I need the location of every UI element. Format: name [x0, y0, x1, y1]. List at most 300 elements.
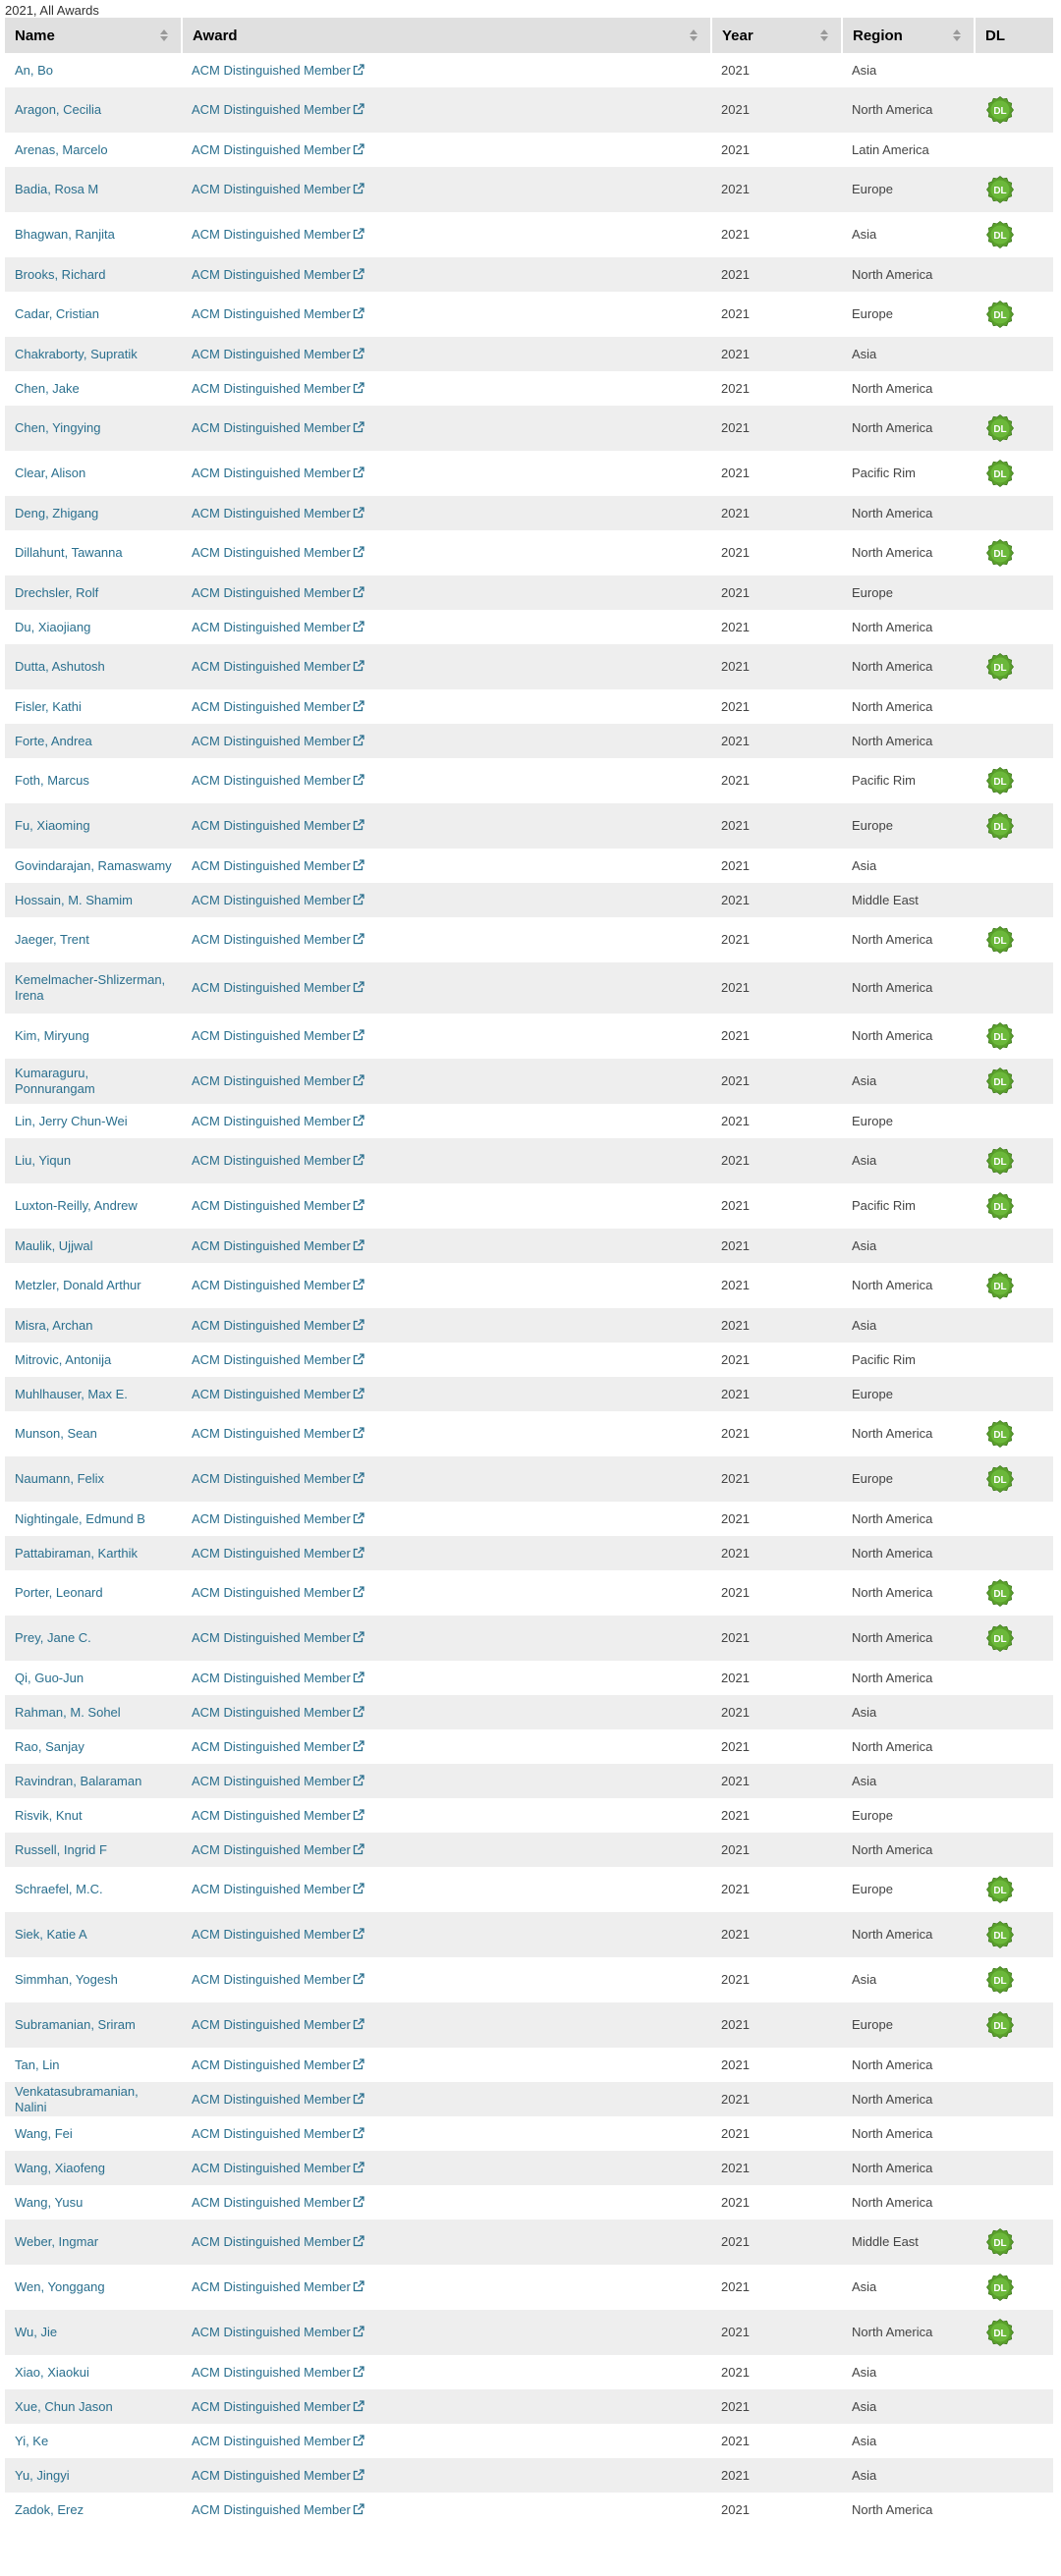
- name-cell: [5, 2048, 182, 2082]
- award-link[interactable]: [192, 1585, 364, 1600]
- external-link-icon: [353, 700, 364, 712]
- name-cell: [5, 917, 182, 962]
- year-cell: 2021: [721, 2433, 750, 2448]
- column-header-dl-label: DL: [985, 27, 1005, 44]
- award-link[interactable]: [192, 182, 364, 196]
- dl-badge-icon[interactable]: [986, 2319, 1014, 2346]
- dl-cell: [975, 1616, 1053, 1661]
- award-link[interactable]: [192, 932, 364, 947]
- name-cell: [5, 2458, 182, 2493]
- member-name-link[interactable]: Prey, Jane C.: [15, 1630, 91, 1645]
- award-cell: [182, 1343, 711, 1377]
- award-link-label: ACM Distinguished Member: [192, 420, 351, 435]
- member-name-link[interactable]: Bhagwan, Ranjita: [15, 227, 115, 242]
- award-link[interactable]: [192, 893, 364, 907]
- dl-badge-icon[interactable]: [986, 221, 1014, 248]
- award-cell: [182, 2389, 711, 2424]
- award-cell: [182, 2116, 711, 2151]
- member-name-link[interactable]: Rahman, M. Sohel: [15, 1704, 121, 1720]
- name-cell: [5, 1456, 182, 1502]
- dl-badge-icon[interactable]: [986, 460, 1014, 487]
- award-link[interactable]: [192, 659, 364, 674]
- member-name-link[interactable]: Kim, Miryung: [15, 1028, 89, 1043]
- dl-badge-icon[interactable]: [986, 1579, 1014, 1607]
- award-link-label: ACM Distinguished Member: [192, 733, 351, 748]
- member-name-link[interactable]: Maulik, Ujjwal: [15, 1237, 93, 1253]
- external-link-icon: [353, 1883, 364, 1894]
- award-link[interactable]: [192, 2161, 364, 2175]
- column-header-year-label: Year: [722, 27, 754, 44]
- year-cell: 2021: [721, 2091, 750, 2107]
- dl-cell: [975, 1308, 1053, 1343]
- dl-badge-icon[interactable]: [986, 1147, 1014, 1175]
- award-link[interactable]: [192, 1546, 364, 1561]
- member-name-link[interactable]: Simmhan, Yogesh: [15, 1972, 118, 1987]
- award-link-label: ACM Distinguished Member: [192, 2091, 351, 2107]
- award-link[interactable]: [192, 1387, 364, 1401]
- member-name-link[interactable]: Misra, Archan: [15, 1317, 93, 1333]
- region-cell: North America: [852, 980, 933, 995]
- member-name-link[interactable]: Munson, Sean: [15, 1426, 97, 1441]
- name-cell: [5, 1957, 182, 2002]
- member-name-link[interactable]: Qi, Guo-Jun: [15, 1670, 84, 1685]
- dl-badge-icon[interactable]: [986, 1921, 1014, 1948]
- award-link[interactable]: [192, 2325, 364, 2339]
- region-cell: Europe: [852, 584, 893, 600]
- member-name-link[interactable]: Schraefel, M.C.: [15, 1882, 103, 1896]
- award-link[interactable]: [192, 699, 364, 714]
- member-name-link[interactable]: Xiao, Xiaokui: [15, 2364, 89, 2380]
- member-name-link[interactable]: Hossain, M. Shamim: [15, 892, 133, 907]
- dl-cell: [975, 1104, 1053, 1138]
- award-link[interactable]: [192, 420, 364, 435]
- member-name-link[interactable]: Cadar, Cristian: [15, 306, 99, 321]
- year-cell: 2021: [721, 1704, 750, 1720]
- name-cell: [5, 2220, 182, 2265]
- table-row: [5, 1833, 1053, 1867]
- name-cell: [5, 212, 182, 257]
- external-link-icon: [353, 1512, 364, 1524]
- dl-badge-icon[interactable]: [986, 767, 1014, 795]
- award-link[interactable]: [192, 585, 364, 600]
- year-cell: 2021: [721, 1278, 750, 1292]
- region-cell: North America: [852, 733, 933, 748]
- member-name-link[interactable]: Forte, Andrea: [15, 733, 92, 748]
- external-link-icon: [353, 1115, 364, 1126]
- name-cell: [5, 1263, 182, 1308]
- award-link[interactable]: [192, 102, 364, 117]
- award-link[interactable]: [192, 1774, 364, 1788]
- column-header-region[interactable]: [842, 18, 975, 53]
- award-link[interactable]: [192, 347, 364, 361]
- year-cell: 2021: [721, 1670, 750, 1685]
- award-link[interactable]: [192, 734, 364, 748]
- external-link-icon: [353, 1319, 364, 1331]
- award-link-label: ACM Distinguished Member: [192, 1510, 351, 1526]
- column-header-name-label: Name: [15, 27, 55, 44]
- award-link[interactable]: [192, 1739, 364, 1754]
- member-name-link[interactable]: Russell, Ingrid F: [15, 1841, 107, 1857]
- year-cell: 2021: [721, 773, 750, 788]
- award-link-label: ACM Distinguished Member: [192, 1841, 351, 1857]
- table-row: [5, 1570, 1053, 1616]
- member-name-link[interactable]: Muhlhauser, Max E.: [15, 1386, 128, 1401]
- year-cell: 2021: [721, 1317, 750, 1333]
- name-cell: [5, 849, 182, 883]
- dl-badge-icon[interactable]: [986, 926, 1014, 954]
- award-link[interactable]: [192, 2279, 364, 2294]
- external-link-icon: [353, 466, 364, 478]
- award-cell: [182, 167, 711, 212]
- table-row: [5, 2310, 1053, 2355]
- member-name-link[interactable]: Arenas, Marcelo: [15, 141, 108, 157]
- award-link[interactable]: [192, 980, 364, 995]
- award-link[interactable]: [192, 142, 364, 157]
- award-link[interactable]: [192, 506, 364, 521]
- award-link-label: ACM Distinguished Member: [192, 584, 351, 600]
- name-cell: [5, 2151, 182, 2185]
- table-row: [5, 1867, 1053, 1912]
- dl-badge-icon[interactable]: [986, 539, 1014, 567]
- name-cell: [5, 167, 182, 212]
- name-cell: [5, 133, 182, 167]
- table-row: [5, 724, 1053, 758]
- award-link[interactable]: [192, 1471, 364, 1486]
- award-link[interactable]: [192, 2234, 364, 2249]
- region-cell: North America: [852, 1630, 933, 1645]
- member-name-link[interactable]: Wang, Yusu: [15, 2194, 84, 2210]
- name-cell: [5, 1798, 182, 1833]
- year-cell: 2021: [721, 102, 750, 117]
- award-cell: [182, 1867, 711, 1912]
- member-name-link[interactable]: Wang, Fei: [15, 2125, 73, 2141]
- award-link-label: ACM Distinguished Member: [192, 141, 351, 157]
- award-cell: [182, 689, 711, 724]
- dl-cell: [975, 292, 1053, 337]
- award-link-label: ACM Distinguished Member: [192, 2279, 351, 2294]
- region-cell: Europe: [852, 818, 893, 833]
- column-header-year[interactable]: [711, 18, 842, 53]
- award-link[interactable]: [192, 227, 364, 242]
- external-link-icon: [353, 1928, 364, 1940]
- region-cell: North America: [852, 1841, 933, 1857]
- award-link[interactable]: [192, 466, 364, 480]
- award-cell: [182, 2082, 711, 2116]
- member-name-link[interactable]: Brooks, Richard: [15, 266, 106, 282]
- member-name-link[interactable]: Weber, Ingmar: [15, 2234, 99, 2249]
- dl-cell: [975, 1536, 1053, 1570]
- name-cell: [5, 2424, 182, 2458]
- award-link[interactable]: [192, 773, 364, 788]
- award-link[interactable]: [192, 2057, 364, 2072]
- award-link-label: ACM Distinguished Member: [192, 380, 351, 396]
- award-link[interactable]: [192, 2092, 364, 2107]
- award-cell: [182, 1695, 711, 1729]
- dl-badge-label: DL: [993, 1634, 1007, 1645]
- dl-badge-icon[interactable]: [986, 176, 1014, 203]
- table-row: [5, 883, 1053, 917]
- dl-cell: [975, 803, 1053, 849]
- table-row: [5, 2116, 1053, 2151]
- member-name-link[interactable]: Chakraborty, Supratik: [15, 346, 138, 361]
- award-link[interactable]: [192, 2195, 364, 2210]
- dl-badge-icon[interactable]: [986, 1876, 1014, 1903]
- award-link[interactable]: [192, 267, 364, 282]
- award-cell: [182, 2048, 711, 2082]
- region-cell: North America: [852, 698, 933, 714]
- member-name-link[interactable]: Kemelmacher-Shlizerman, Irena: [15, 972, 166, 1003]
- award-link[interactable]: [192, 1630, 364, 1645]
- dl-badge-icon[interactable]: [986, 2228, 1014, 2256]
- region-cell: Asia: [852, 2398, 877, 2414]
- award-link[interactable]: [192, 1153, 364, 1168]
- award-link[interactable]: [192, 306, 364, 321]
- table-row: [5, 1695, 1053, 1729]
- dl-cell: [975, 2493, 1053, 2527]
- year-cell: 2021: [721, 505, 750, 521]
- award-link[interactable]: [192, 1318, 364, 1333]
- award-link[interactable]: [192, 2017, 364, 2032]
- member-name-link[interactable]: Venkatasubramanian, Nalini: [15, 2083, 139, 2114]
- external-link-icon: [353, 2366, 364, 2378]
- award-link[interactable]: [192, 1426, 364, 1441]
- name-cell: [5, 1616, 182, 1661]
- dl-badge-label: DL: [993, 1589, 1007, 1600]
- award-link[interactable]: [192, 1511, 364, 1526]
- member-name-link[interactable]: Dillahunt, Tawanna: [15, 545, 123, 560]
- award-link[interactable]: [192, 1927, 364, 1942]
- region-cell: North America: [852, 1510, 933, 1526]
- member-name-link[interactable]: Kumaraguru, Ponnurangam: [15, 1066, 95, 1096]
- dl-badge-label: DL: [993, 424, 1007, 435]
- member-name-link[interactable]: Dutta, Ashutosh: [15, 659, 105, 674]
- member-name-link[interactable]: Nightingale, Edmund B: [15, 1510, 145, 1526]
- dl-badge-icon[interactable]: [986, 2274, 1014, 2301]
- table-row: [5, 87, 1053, 133]
- member-name-link[interactable]: Metzler, Donald Arthur: [15, 1278, 141, 1292]
- external-link-icon: [353, 64, 364, 76]
- member-name-link[interactable]: Aragon, Cecilia: [15, 102, 102, 117]
- award-link[interactable]: [192, 1842, 364, 1857]
- dl-badge-icon[interactable]: [986, 1022, 1014, 1050]
- region-cell: Pacific Rim: [852, 773, 917, 788]
- member-name-link[interactable]: Ravindran, Balaraman: [15, 1773, 142, 1788]
- award-link[interactable]: [192, 1671, 364, 1685]
- dl-badge-icon[interactable]: [986, 96, 1014, 124]
- dl-cell: [975, 1411, 1053, 1456]
- award-cell: [182, 1059, 711, 1104]
- dl-badge-icon[interactable]: [986, 414, 1014, 442]
- column-header-award[interactable]: [182, 18, 711, 53]
- member-name-link[interactable]: Lin, Jerry Chun-Wei: [15, 1113, 128, 1128]
- table-row: [5, 133, 1053, 167]
- table-row: [5, 1104, 1053, 1138]
- member-name-link[interactable]: Foth, Marcus: [15, 773, 89, 788]
- dl-badge-icon[interactable]: [986, 1272, 1014, 1299]
- award-link[interactable]: [192, 2365, 364, 2380]
- member-name-link[interactable]: Porter, Leonard: [15, 1585, 103, 1600]
- dl-badge-icon[interactable]: [986, 812, 1014, 840]
- award-link[interactable]: [192, 1278, 364, 1292]
- region-cell: North America: [852, 266, 933, 282]
- column-header-name[interactable]: [5, 18, 182, 53]
- award-link[interactable]: [192, 1238, 364, 1253]
- dl-badge-icon[interactable]: [986, 301, 1014, 328]
- award-cell: [182, 1833, 711, 1867]
- award-link[interactable]: [192, 2502, 364, 2517]
- table-row: [5, 1661, 1053, 1695]
- year-cell: 2021: [721, 857, 750, 873]
- award-link[interactable]: [192, 620, 364, 634]
- award-link-label: ACM Distinguished Member: [192, 857, 351, 873]
- member-name-link[interactable]: Clear, Alison: [15, 466, 86, 480]
- member-name-link[interactable]: Wang, Xiaofeng: [15, 2160, 106, 2175]
- dl-cell: [975, 1570, 1053, 1616]
- year-cell: 2021: [721, 1351, 750, 1367]
- year-cell: 2021: [721, 980, 750, 995]
- member-name-link[interactable]: Zadok, Erez: [15, 2501, 84, 2517]
- award-link[interactable]: [192, 1198, 364, 1213]
- dl-badge-icon[interactable]: [986, 653, 1014, 681]
- award-cell: [182, 1661, 711, 1695]
- year-cell: 2021: [721, 1028, 750, 1043]
- award-link[interactable]: [192, 1073, 364, 1088]
- member-name-link[interactable]: Du, Xiaojiang: [15, 619, 91, 634]
- dl-badge-label: DL: [993, 1202, 1007, 1213]
- award-link[interactable]: [192, 1114, 364, 1128]
- dl-badge-icon[interactable]: [986, 2011, 1014, 2039]
- member-name-link[interactable]: An, Bo: [15, 62, 54, 78]
- award-link[interactable]: [192, 2468, 364, 2483]
- member-name-link[interactable]: Chen, Yingying: [15, 420, 101, 435]
- award-link-label: ACM Distinguished Member: [192, 2234, 351, 2249]
- award-link[interactable]: [192, 1705, 364, 1720]
- member-name-link[interactable]: Badia, Rosa M: [15, 182, 99, 196]
- member-name-link[interactable]: Fu, Xiaoming: [15, 818, 90, 833]
- award-link-label: ACM Distinguished Member: [192, 932, 351, 947]
- name-cell: [5, 1661, 182, 1695]
- dl-cell: [975, 2265, 1053, 2310]
- award-link-label: ACM Distinguished Member: [192, 62, 351, 78]
- member-name-link[interactable]: Risvik, Knut: [15, 1807, 83, 1823]
- dl-badge-icon[interactable]: [986, 1420, 1014, 1448]
- external-link-icon: [353, 2018, 364, 2030]
- year-cell: 2021: [721, 2364, 750, 2380]
- year-cell: 2021: [721, 306, 750, 321]
- member-name-link[interactable]: Drechsler, Rolf: [15, 584, 99, 600]
- region-cell: Asia: [852, 2364, 877, 2380]
- award-cell: [182, 1138, 711, 1183]
- member-name-link[interactable]: Jaeger, Trent: [15, 932, 89, 947]
- dl-badge-label: DL: [993, 1886, 1007, 1896]
- dl-cell: [975, 1867, 1053, 1912]
- region-cell: Asia: [852, 227, 877, 242]
- member-name-link[interactable]: Deng, Zhigang: [15, 505, 99, 521]
- award-link[interactable]: [192, 2126, 364, 2141]
- dl-badge-icon[interactable]: [986, 1068, 1014, 1095]
- region-cell: Asia: [852, 62, 877, 78]
- table-row: [5, 1912, 1053, 1957]
- table-row: [5, 496, 1053, 530]
- dl-badge-icon[interactable]: [986, 1624, 1014, 1652]
- dl-badge-icon[interactable]: [986, 1192, 1014, 1220]
- dl-badge-icon[interactable]: [986, 1966, 1014, 1994]
- member-name-link[interactable]: Pattabiraman, Karthik: [15, 1545, 139, 1561]
- year-cell: 2021: [721, 932, 750, 947]
- table-row: [5, 2493, 1053, 2527]
- member-name-link[interactable]: Fisler, Kathi: [15, 698, 82, 714]
- member-name-link[interactable]: Luxton-Reilly, Andrew: [15, 1198, 138, 1213]
- member-name-link[interactable]: Siek, Katie A: [15, 1927, 87, 1942]
- member-name-link[interactable]: Govindarajan, Ramaswamy: [15, 857, 172, 873]
- region-cell: Asia: [852, 1073, 877, 1088]
- member-name-link[interactable]: Rao, Sanjay: [15, 1738, 84, 1754]
- award-link[interactable]: [192, 381, 364, 396]
- name-cell: [5, 371, 182, 406]
- dl-badge-icon[interactable]: [986, 1465, 1014, 1493]
- region-cell: Asia: [852, 1972, 877, 1987]
- external-link-icon: [353, 1353, 364, 1365]
- external-link-icon: [353, 859, 364, 871]
- award-link[interactable]: [192, 1972, 364, 1987]
- award-link[interactable]: [192, 858, 364, 873]
- external-link-icon: [353, 2326, 364, 2337]
- region-cell: Asia: [852, 1237, 877, 1253]
- name-cell: [5, 1138, 182, 1183]
- external-link-icon: [353, 1775, 364, 1786]
- year-cell: 2021: [721, 1882, 750, 1896]
- award-cell: [182, 883, 711, 917]
- award-link[interactable]: [192, 1352, 364, 1367]
- award-link[interactable]: [192, 1028, 364, 1043]
- award-link-label: ACM Distinguished Member: [192, 2125, 351, 2141]
- member-name-link[interactable]: Naumann, Felix: [15, 1471, 105, 1486]
- external-link-icon: [353, 2058, 364, 2070]
- year-cell: 2021: [721, 619, 750, 634]
- member-name-link[interactable]: Mitrovic, Antonija: [15, 1351, 112, 1367]
- award-link-label: ACM Distinguished Member: [192, 892, 351, 907]
- award-link[interactable]: [192, 1882, 364, 1896]
- award-link[interactable]: [192, 2434, 364, 2448]
- member-name-link[interactable]: Yu, Jingyi: [15, 2467, 70, 2483]
- award-link[interactable]: [192, 63, 364, 78]
- member-name-link[interactable]: Xue, Chun Jason: [15, 2398, 113, 2414]
- external-link-icon: [353, 2400, 364, 2412]
- award-link[interactable]: [192, 818, 364, 833]
- award-cell: [182, 2493, 711, 2527]
- award-link[interactable]: [192, 1808, 364, 1823]
- dl-cell: [975, 644, 1053, 689]
- year-cell: 2021: [721, 1841, 750, 1857]
- member-name-link[interactable]: Tan, Lin: [15, 2056, 60, 2072]
- name-cell: [5, 1912, 182, 1957]
- award-cell: [182, 1308, 711, 1343]
- member-name-link[interactable]: Wen, Yonggang: [15, 2279, 105, 2294]
- member-name-link[interactable]: Wu, Jie: [15, 2325, 58, 2339]
- member-name-link[interactable]: Chen, Jake: [15, 380, 80, 396]
- dl-badge-label: DL: [993, 1032, 1007, 1043]
- award-link[interactable]: [192, 2399, 364, 2414]
- dl-cell: [975, 1833, 1053, 1867]
- external-link-icon: [353, 1279, 364, 1290]
- member-name-link[interactable]: Subramanian, Sriram: [15, 2017, 136, 2032]
- table-row: [5, 2424, 1053, 2458]
- member-name-link[interactable]: Liu, Yiqun: [15, 1153, 72, 1168]
- award-link[interactable]: [192, 545, 364, 560]
- year-cell: 2021: [721, 346, 750, 361]
- dl-badge-label: DL: [993, 2021, 1007, 2032]
- member-name-link[interactable]: Yi, Ke: [15, 2433, 49, 2448]
